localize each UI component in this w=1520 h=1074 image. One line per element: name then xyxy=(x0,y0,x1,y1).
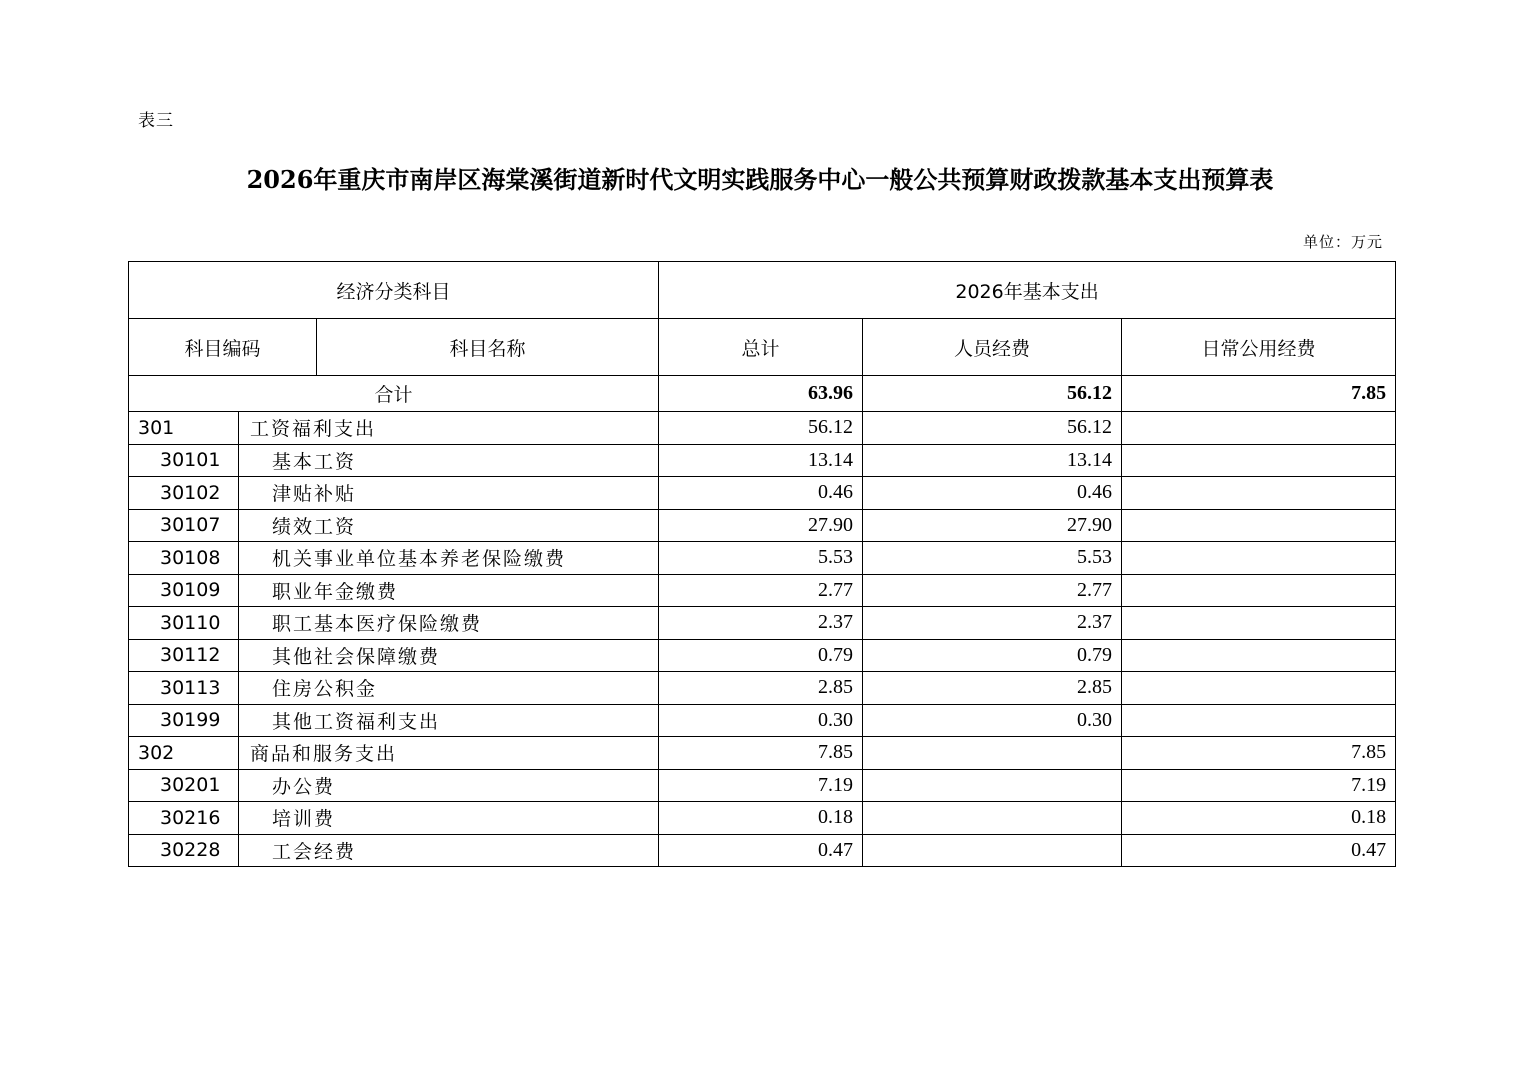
table-row xyxy=(129,704,1396,737)
row-personnel: 0.79 xyxy=(863,639,1122,672)
row-total: 7.85 xyxy=(659,737,863,770)
row-name: 职业年金缴费 xyxy=(239,574,659,607)
total-row xyxy=(129,376,1396,412)
row-code: 30107 xyxy=(129,509,239,542)
header-personnel: 人员经费 xyxy=(863,319,1122,376)
row-name: 其他社会保障缴费 xyxy=(239,639,659,672)
row-personnel: 2.37 xyxy=(863,607,1122,640)
row-daily xyxy=(1122,509,1396,542)
row-personnel xyxy=(863,834,1122,867)
row-total: 0.47 xyxy=(659,834,863,867)
row-personnel: 0.30 xyxy=(863,704,1122,737)
table-row xyxy=(129,834,1396,867)
row-total: 13.14 xyxy=(659,444,863,477)
row-name: 商品和服务支出 xyxy=(239,737,659,770)
row-total: 0.30 xyxy=(659,704,863,737)
row-daily: 7.19 xyxy=(1122,769,1396,802)
row-code: 302 xyxy=(129,737,239,770)
total-cell-personnel: 56.12 xyxy=(863,376,1122,412)
row-total: 2.77 xyxy=(659,574,863,607)
row-personnel: 0.46 xyxy=(863,477,1122,510)
row-total: 56.12 xyxy=(659,412,863,445)
row-daily xyxy=(1122,542,1396,575)
table-row xyxy=(129,802,1396,835)
row-code: 301 xyxy=(129,412,239,445)
row-total: 0.18 xyxy=(659,802,863,835)
row-total: 0.46 xyxy=(659,477,863,510)
row-personnel xyxy=(863,737,1122,770)
row-personnel: 27.90 xyxy=(863,509,1122,542)
row-personnel: 2.85 xyxy=(863,672,1122,705)
row-personnel: 2.77 xyxy=(863,574,1122,607)
row-personnel: 5.53 xyxy=(863,542,1122,575)
header-row-sub xyxy=(129,319,1396,376)
row-daily xyxy=(1122,607,1396,640)
header-row-top xyxy=(129,262,1396,319)
table-row xyxy=(129,737,1396,770)
table-number-label: 表三 xyxy=(138,111,174,131)
document-title: 2026年重庆市南岸区海棠溪街道新时代文明实践服务中心一般公共预算财政拨款基本支出预算表 xyxy=(246,165,1274,194)
row-total: 2.85 xyxy=(659,672,863,705)
row-code: 30102 xyxy=(129,477,239,510)
header-daily: 日常公用经费 xyxy=(1122,319,1396,376)
table-row xyxy=(129,444,1396,477)
table-row xyxy=(129,639,1396,672)
row-name: 津贴补贴 xyxy=(239,477,659,510)
row-daily xyxy=(1122,639,1396,672)
row-code: 30228 xyxy=(129,834,239,867)
table-row xyxy=(129,542,1396,575)
table-row xyxy=(129,574,1396,607)
row-daily xyxy=(1122,477,1396,510)
header-basic-expense: 2026年基本支出 xyxy=(659,262,1396,319)
row-total: 5.53 xyxy=(659,542,863,575)
table-row xyxy=(129,607,1396,640)
row-name: 工会经费 xyxy=(239,834,659,867)
header-econ-class: 经济分类科目 xyxy=(129,262,659,319)
row-name: 职工基本医疗保险缴费 xyxy=(239,607,659,640)
row-total: 27.90 xyxy=(659,509,863,542)
row-daily xyxy=(1122,444,1396,477)
total-label: 合计 xyxy=(129,376,659,412)
row-code: 30108 xyxy=(129,542,239,575)
row-personnel xyxy=(863,769,1122,802)
header-code: 科目编码 xyxy=(129,319,317,376)
row-daily: 0.47 xyxy=(1122,834,1396,867)
row-name: 绩效工资 xyxy=(239,509,659,542)
row-code: 30101 xyxy=(129,444,239,477)
unit-label: 单位：万元 xyxy=(1302,233,1383,251)
row-name: 其他工资福利支出 xyxy=(239,704,659,737)
row-total: 0.79 xyxy=(659,639,863,672)
total-cell-daily: 7.85 xyxy=(1122,376,1396,412)
table-body xyxy=(129,262,1396,867)
table-row xyxy=(129,672,1396,705)
row-daily xyxy=(1122,574,1396,607)
row-code: 30199 xyxy=(129,704,239,737)
row-code: 30109 xyxy=(129,574,239,607)
row-daily xyxy=(1122,672,1396,705)
row-name: 培训费 xyxy=(239,802,659,835)
row-daily: 0.18 xyxy=(1122,802,1396,835)
row-code: 30216 xyxy=(129,802,239,835)
row-name: 办公费 xyxy=(239,769,659,802)
row-total: 7.19 xyxy=(659,769,863,802)
budget-table xyxy=(128,261,1396,867)
row-daily xyxy=(1122,412,1396,445)
row-personnel xyxy=(863,802,1122,835)
row-total: 2.37 xyxy=(659,607,863,640)
table-row xyxy=(129,477,1396,510)
row-code: 30113 xyxy=(129,672,239,705)
row-name: 机关事业单位基本养老保险缴费 xyxy=(239,542,659,575)
row-name: 工资福利支出 xyxy=(239,412,659,445)
table-row xyxy=(129,509,1396,542)
total-cell-total: 63.96 xyxy=(659,376,863,412)
row-code: 30110 xyxy=(129,607,239,640)
row-name: 基本工资 xyxy=(239,444,659,477)
header-name: 科目名称 xyxy=(317,319,659,376)
table-row xyxy=(129,412,1396,445)
row-daily xyxy=(1122,704,1396,737)
row-name: 住房公积金 xyxy=(239,672,659,705)
row-code: 30112 xyxy=(129,639,239,672)
row-code: 30201 xyxy=(129,769,239,802)
header-total: 总计 xyxy=(659,319,863,376)
row-personnel: 13.14 xyxy=(863,444,1122,477)
table-row xyxy=(129,769,1396,802)
row-personnel: 56.12 xyxy=(863,412,1122,445)
row-daily: 7.85 xyxy=(1122,737,1396,770)
